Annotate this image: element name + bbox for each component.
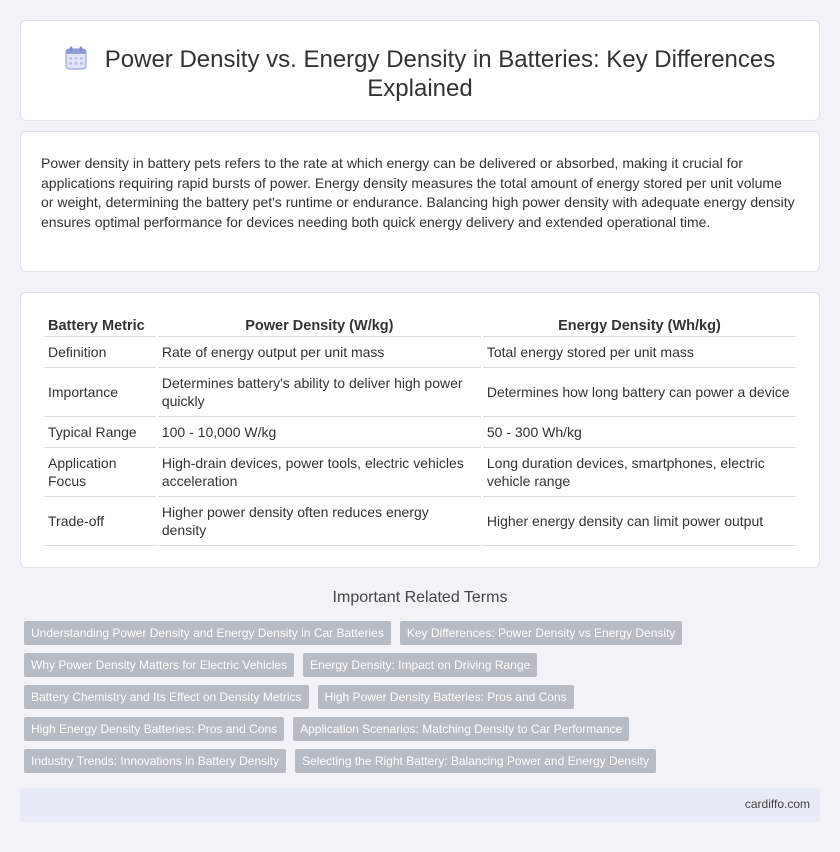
table-row	[44, 497, 796, 546]
related-term-tag[interactable]: Understanding Power Density and Energy Density in Car Batteries	[24, 621, 391, 645]
related-term-tag[interactable]: Why Power Density Matters for Electric Vehicles	[24, 653, 294, 677]
intro-paragraph: Power density in battery pets refers to the rate at which energy can be delivered or absorbed, making it crucial for applications requiring rapid bursts of power. Energy density measures the total amount of energy stored per unit volume or weight, determining the battery pet's runtime or endurance. Balancing high power density with adequate energy density ensures optimal performance for devices needing both quick energy delivery and extended operational time.	[41, 155, 795, 230]
related-term-tag[interactable]: High Power Density Batteries: Pros and Cons	[318, 685, 574, 709]
table-cell: Trade-off	[44, 497, 156, 546]
related-term-tag[interactable]: Application Scenarios: Matching Density to Car Performance	[293, 717, 629, 741]
related-terms-title: Important Related Terms	[332, 589, 508, 606]
table-cell: Determines how long battery can power a device	[483, 368, 796, 417]
table-row	[44, 368, 796, 417]
table-cell: 100 - 10,000 W/kg	[158, 417, 481, 448]
table-row	[44, 448, 796, 497]
related-term-tag[interactable]: Selecting the Right Battery: Balancing Power and Energy Density	[295, 749, 656, 773]
footer-site-link[interactable]: cardiffo.com	[744, 797, 810, 811]
table-row	[44, 417, 796, 448]
tag-row	[24, 621, 691, 645]
table-cell: Long duration devices, smartphones, electric vehicle range	[483, 448, 796, 497]
related-term-tag[interactable]: Key Differences: Power Density vs Energy Density	[400, 621, 683, 645]
table-cell: Application Focus	[44, 448, 156, 497]
table-cell: Higher energy density can limit power output	[483, 497, 796, 546]
column-header: Battery Metric	[44, 315, 156, 337]
column-header: Power Density (W/kg)	[158, 315, 481, 337]
table-header-row	[44, 315, 796, 337]
tag-row	[24, 717, 638, 741]
page-title	[21, 45, 819, 103]
table-cell: 50 - 300 Wh/kg	[483, 417, 796, 448]
table-cell: Rate of energy output per unit mass	[158, 337, 481, 368]
comparison-card	[20, 292, 820, 568]
intro-card	[20, 131, 820, 272]
related-term-tag[interactable]: High Energy Density Batteries: Pros and Cons	[24, 717, 284, 741]
column-header: Energy Density (Wh/kg)	[483, 315, 796, 337]
table-cell: Typical Range	[44, 417, 156, 448]
tag-row	[24, 749, 665, 773]
table-cell: Higher power density often reduces energy density	[158, 497, 481, 546]
related-term-tag[interactable]: Industry Trends: Innovations in Battery Density	[24, 749, 286, 773]
footer-bar	[20, 788, 820, 822]
table-cell: Determines battery's ability to deliver high power quickly	[158, 368, 481, 417]
table-cell: High-drain devices, power tools, electric vehicles acceleration	[158, 448, 481, 497]
header-card	[20, 20, 820, 121]
calendar-grid-icon	[65, 46, 87, 70]
page-title-text: Power Density vs. Energy Density in Batteries: Key Differences Explained	[104, 46, 776, 102]
table-cell: Total energy stored per unit mass	[483, 337, 796, 368]
tag-row	[24, 653, 546, 677]
tag-row	[24, 685, 583, 709]
table-cell: Definition	[44, 337, 156, 368]
table-cell: Importance	[44, 368, 156, 417]
comparison-table	[42, 315, 798, 546]
related-term-tag[interactable]: Energy Density: Impact on Driving Range	[303, 653, 537, 677]
related-term-tag[interactable]: Battery Chemistry and Its Effect on Density Metrics	[24, 685, 309, 709]
table-row	[44, 337, 796, 368]
